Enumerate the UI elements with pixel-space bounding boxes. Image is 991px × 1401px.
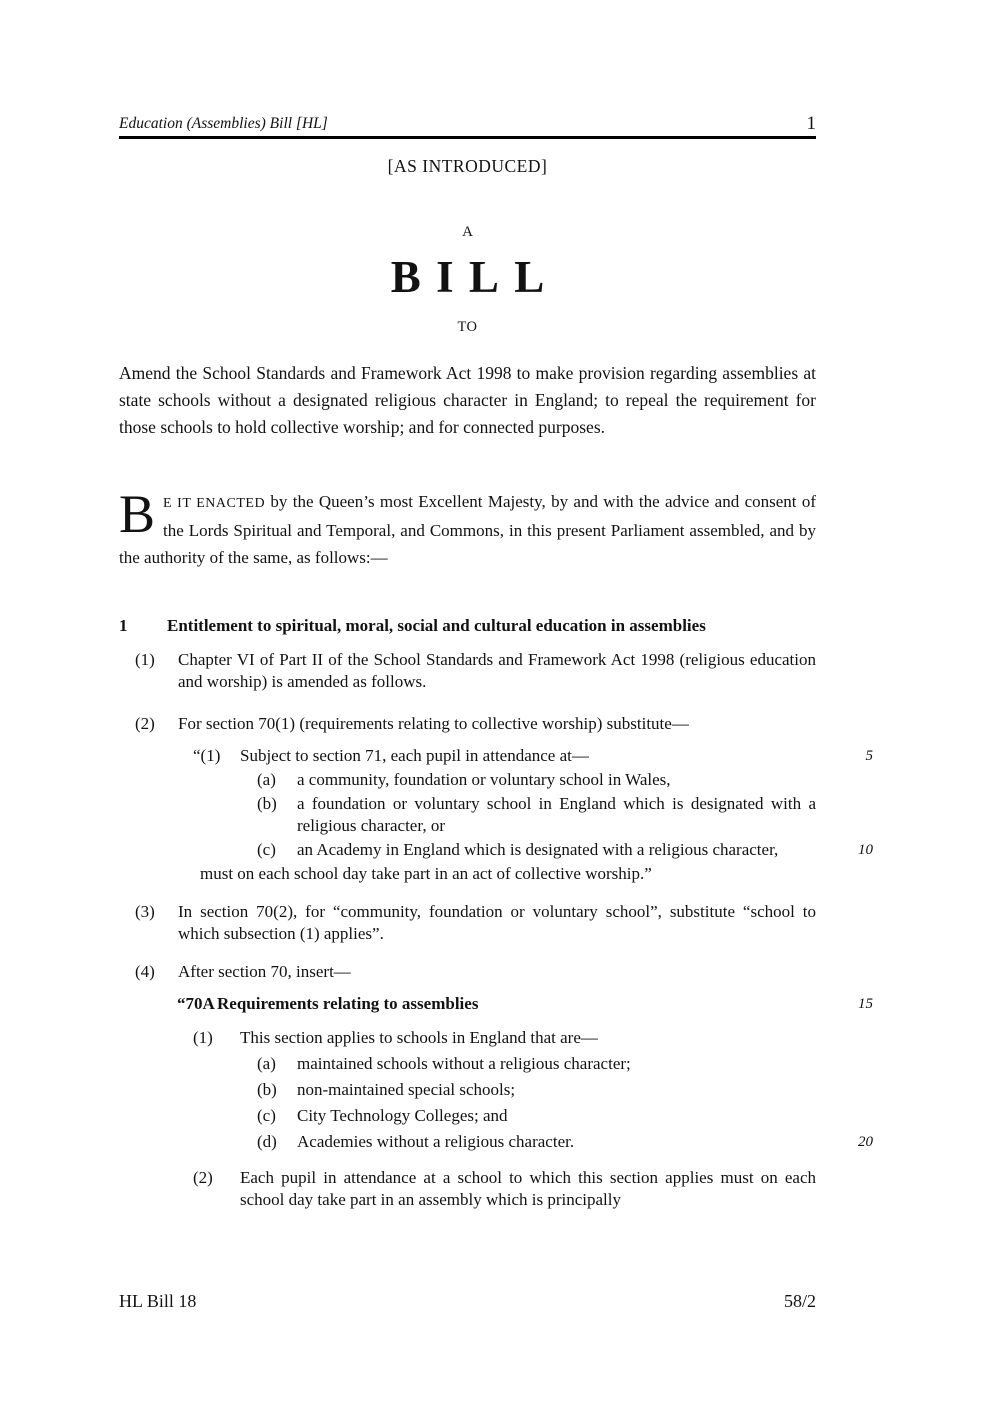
quoted-paragraph-a: [119, 769, 816, 791]
inserted-subsection-2: [119, 1167, 816, 1211]
margin-line-number-20: 20: [858, 1133, 873, 1150]
inserted-paragraph-c-number: (c): [257, 1105, 276, 1125]
bill-to-word: TO: [457, 318, 478, 335]
status-line: [AS INTRODUCED]: [387, 156, 548, 176]
inserted-section-70a-heading-text: Requirements relating to assemblies: [217, 993, 479, 1013]
subsection-3-number: (3): [135, 901, 155, 921]
enacting-text: by the Queen’s most Excellent Majesty, by and with the advice and consent of the Lords Spiritual and Temporal, and Commons, in this present Parliament assembled, and by the authority of the same, as follows:—: [119, 491, 816, 567]
inserted-paragraph-c: [119, 1105, 816, 1127]
footer-bill-reference: HL Bill 18: [119, 1291, 197, 1311]
page-number: 1: [806, 113, 816, 134]
subsection-2-number: (2): [135, 713, 155, 733]
quoted-paragraph-c-number: (c): [257, 839, 276, 859]
page-footer: [119, 1291, 816, 1312]
clause-1-heading: [119, 615, 816, 637]
inserted-section-70a-heading: [119, 993, 873, 1015]
long-title: Amend the School Standards and Framework Act 1998 to make provision regarding assemblies at state schools without a designated religious character in England; to repeal the requirement for those schools to hold collective worship; and for connected purposes.: [119, 362, 816, 437]
inserted-subsection-1-number: (1): [193, 1027, 213, 1047]
quoted-paragraph-c-text: an Academy in England which is designated with a religious character,: [297, 839, 779, 859]
inserted-subsection-1-text: This section applies to schools in England that are—: [240, 1027, 598, 1047]
quoted-paragraph-b-text: a foundation or voluntary school in England which is designated with a religious character, or: [297, 793, 816, 835]
subsection-3: [119, 901, 816, 945]
inserted-paragraph-a: [119, 1053, 816, 1075]
margin-line-number-5: 5: [865, 747, 873, 764]
inserted-paragraph-b: [119, 1079, 816, 1101]
subsection-2-text: For section 70(1) (requirements relating to collective worship) substitute—: [178, 713, 689, 733]
subsection-1: [119, 649, 816, 693]
inserted-paragraph-d-text: Academies without a religious character.: [297, 1131, 575, 1151]
quoted-paragraph-c: [119, 839, 873, 861]
quoted-paragraph-b: [119, 793, 816, 837]
subsection-1-text: Chapter VI of Part II of the School Standards and Framework Act 1998 (religious education and worship) is amended as follows.: [178, 649, 816, 691]
inserted-subsection-1: [119, 1027, 816, 1049]
enacting-formula: [119, 483, 816, 571]
inserted-section-70a-number: “70A: [177, 993, 215, 1013]
inserted-paragraph-a-text: maintained schools without a religious character;: [297, 1053, 631, 1073]
inserted-paragraph-b-text: non-maintained special schools;: [297, 1079, 516, 1099]
bill-article-a: A: [462, 224, 473, 240]
inserted-paragraph-c-text: City Technology Colleges; and: [297, 1105, 508, 1125]
subsection-1-number: (1): [135, 649, 155, 669]
clause-1-number: 1: [119, 615, 128, 635]
quoted-subsection-1-text: Subject to section 71, each pupil in attendance at—: [240, 745, 589, 765]
footer-session-number: 58/2: [783, 1291, 816, 1311]
inserted-paragraph-a-number: (a): [257, 1053, 276, 1073]
running-header: [119, 114, 816, 139]
inserted-paragraph-d: [119, 1131, 873, 1153]
subsection-4: [119, 961, 816, 983]
bill-word: BILL: [390, 252, 560, 302]
enacting-smallcaps: E IT ENACTED: [163, 495, 266, 511]
subsection-4-number: (4): [135, 961, 155, 981]
quoted-paragraph-a-text: a community, foundation or voluntary school in Wales,: [297, 769, 671, 789]
subsection-3-text: In section 70(2), for “community, foundation or voluntary school”, substitute “school to which subsection (1) applies”.: [178, 901, 816, 943]
clause-1-heading-text: Entitlement to spiritual, moral, social and cultural education in assemblies: [167, 615, 706, 635]
quoted-subsection-1-number: “(1): [193, 745, 221, 765]
inserted-subsection-2-number: (2): [193, 1167, 213, 1187]
quoted-subsection-1: [119, 745, 873, 767]
quoted-paragraph-b-number: (b): [257, 793, 277, 813]
inserted-paragraph-d-number: (d): [257, 1131, 277, 1151]
quoted-closing-words: [119, 863, 816, 885]
running-title: Education (Assemblies) Bill [HL]: [119, 115, 328, 132]
subsection-2: [119, 713, 816, 735]
subsection-4-text: After section 70, insert—: [178, 961, 351, 981]
margin-line-number-15: 15: [858, 995, 873, 1012]
enacting-dropcap: B: [119, 483, 156, 544]
margin-line-number-10: 10: [858, 841, 873, 858]
inserted-paragraph-b-number: (b): [257, 1079, 277, 1099]
inserted-subsection-2-text: Each pupil in attendance at a school to which this section applies must on each school day take part in an assembly which is principally: [240, 1167, 816, 1209]
quoted-closing-text: must on each school day take part in an act of collective worship.”: [200, 863, 652, 883]
quoted-paragraph-a-number: (a): [257, 769, 276, 789]
